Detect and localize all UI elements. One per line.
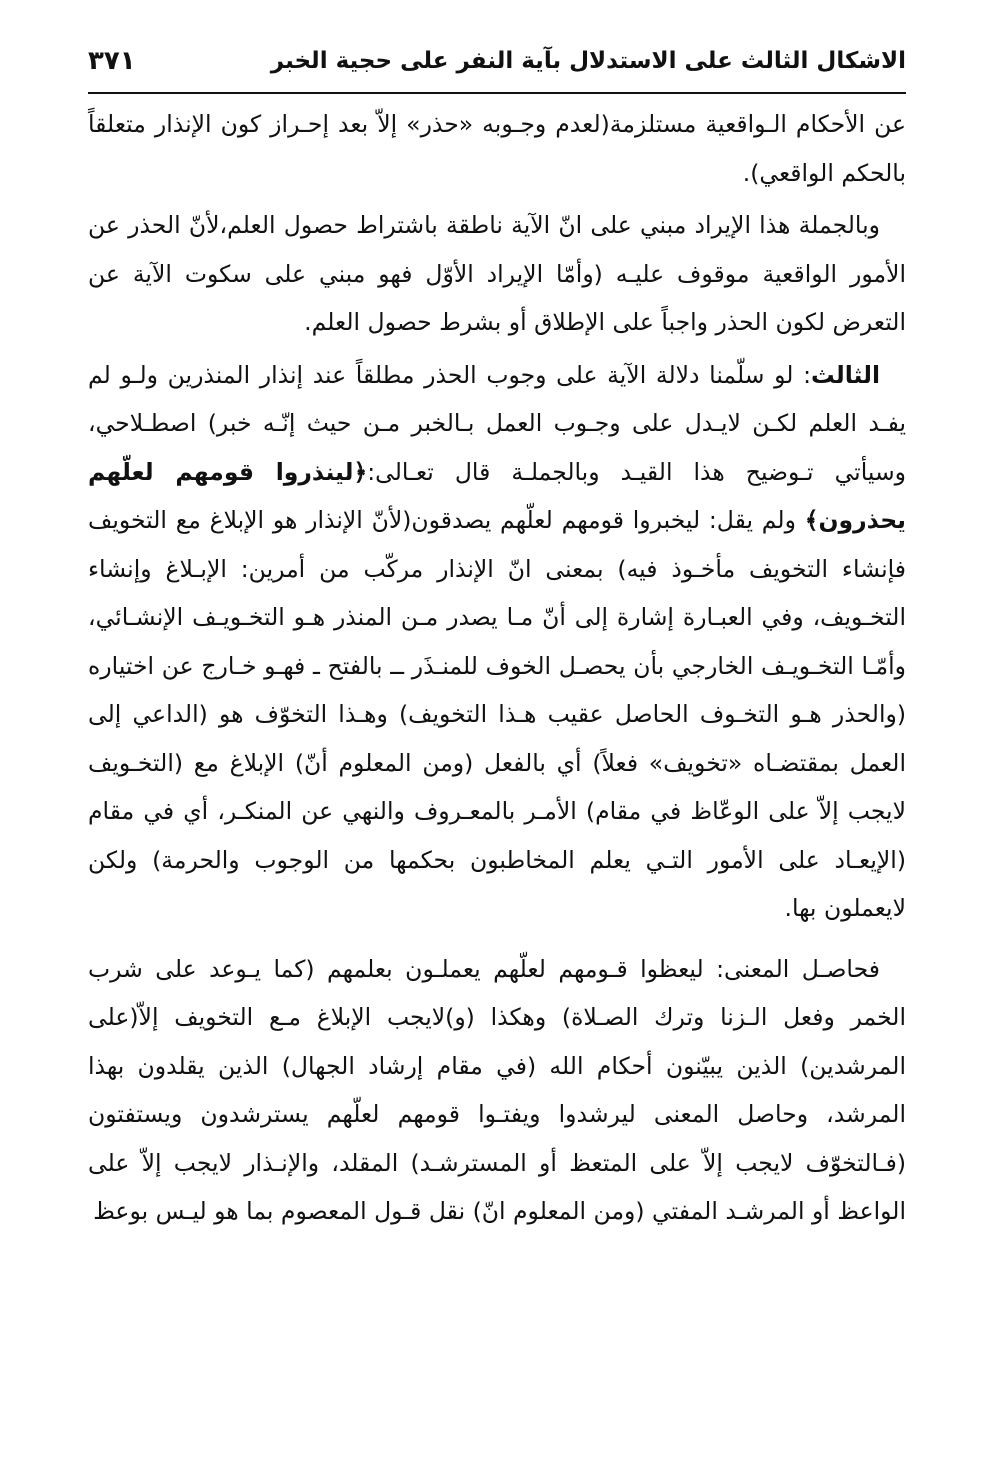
page-number: ٣٧١ bbox=[88, 46, 136, 76]
book-page bbox=[88, 40, 906, 1440]
quran-verse: ﴿لينذروا قومهم لعلّهم يحذرون﴾ bbox=[88, 457, 906, 534]
paragraph-3-text-b: ولم يقل: ليخبروا قومهم لعلّهم يصدقون(لأنّ الإنذار هو الإبلاغ مع التخويف فإنشاء التخويف مأخـوذ فيه) بمعنى انّ الإنذار مركّب من أمرين: الإبـلاغ وإنشاء التخـويف، وفي العبـارة إشارة إلى أنّ مـا يصدر مـن المنذر هـو التخـويـف الإنشـائي، وأمّـا التخـويـف الخارجي بأن يحصـل الخوف للمنـذَر ــ بالفتح ـ فهـو خـارج عن اختياره (والحذر هـو التخـوف الحاصل عقيب هـذا التخويف) وهـذا التخوّف هو (الداعي إلى العمل بمقتضـاه «تخويف» فعلاً) أي بالفعل (ومن المعلوم أنّ) الإبلاغ مع (التخـويف لايجب إلاّ على الوعّاظ في مقام) الأمـر بالمعـروف والنهي عن المنكـر، أي في مقام (الإيعـاد على الأمور التـي يعلم المخاطبون بحكمها من الوجوب والحرمة) ولكن لايعملون بها. bbox=[88, 506, 906, 922]
running-title: الاشكال الثالث على الاستدلال بآية النفر على حجية الخبر bbox=[270, 48, 906, 74]
paragraph-1: عن الأحكام الـواقعية مستلزمة(لعدم وجـوبه «حذر» إلاّ بعد إحـراز كون الإنذار متعلقاً بالحكم الواقعي). bbox=[88, 110, 906, 187]
paragraph-4: فحاصـل المعنى: ليعظوا قـومهم لعلّهم يعملـون بعلمهم (كما يـوعد على شرب الخمر وفعل الـزنا وترك الصـلاة) وهكذا (و)لايجب الإبلاغ مـع التخويف إلاّ(على المرشدين) الذين يبيّنون أحكام الله (في مقام إرشاد الجهال) الذين يقلدون بهذا المرشد، وحاصل المعنى ليرشدوا ويفتـوا قومهم لعلّهم يسترشدون ويستفتون (فـالتخوّف لايجب إلاّ على المتعظ أو المسترشـد) المقلد، والإنـذار لايجب إلاّ على الواعظ أو المرشـد المفتي (ومن المعلوم انّ) نقل قـول المعصوم بما هو ليـس بوعظ bbox=[88, 954, 906, 1225]
paragraph-3-text-a: : لو سلّمنا دلالة الآية على وجوب الحذر مطلقاً عند إنذار المنذرين ولـو لم يفـد العلم لكـن لايـدل على وجـوب العمل بـالخبر مـن حيث إنّـه خبر) اصطـلاحي، وسيأتي تـوضيح هذا القيـد وبالجملـة قال تعـالى: bbox=[88, 360, 906, 486]
page-header bbox=[88, 40, 906, 94]
paragraph-3 bbox=[88, 351, 906, 933]
body-text bbox=[88, 94, 906, 1236]
paragraph-2: وبالجملة هذا الإيراد مبني على انّ الآية ناطقة باشتراط حصول العلم،لأنّ الحذر عن الأمور الواقعية موقوف عليـه (وأمّا الإيراد الأوّل فهو مبني على سكوت الآية عن التعرض لكون الحذر واجباً على الإطلاق أو بشرط حصول العلم. bbox=[88, 211, 906, 336]
paragraph-3-label: الثالث bbox=[811, 360, 880, 389]
